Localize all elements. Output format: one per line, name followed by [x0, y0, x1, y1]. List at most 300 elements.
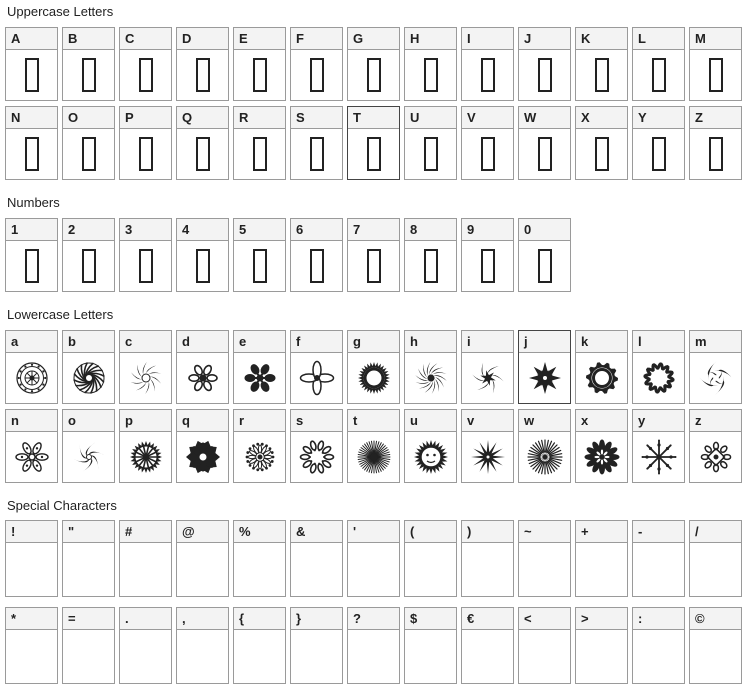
swirl-wheel-icon — [69, 358, 109, 398]
glyph-cell-numbers-6[interactable] — [347, 218, 400, 292]
glyph-cell-label: H — [405, 28, 456, 50]
glyph-cell-special-18[interactable] — [290, 607, 343, 684]
glyph-cell-label: S — [291, 107, 342, 129]
glyph-cell-label: F — [291, 28, 342, 50]
glyph-preview — [690, 630, 741, 683]
glyph-cell-lowercase-3[interactable] — [176, 330, 229, 404]
glyph-cell-lowercase-23[interactable] — [575, 409, 628, 483]
glyph-cell-uppercase-8[interactable] — [461, 27, 514, 101]
glyph-cell-label: $ — [405, 608, 456, 630]
glyph-preview — [462, 630, 513, 683]
spiked-mandala-icon — [126, 437, 166, 477]
glyph-cell-label: q — [177, 410, 228, 432]
glyph-cell-label: M — [690, 28, 741, 50]
glyph-preview — [234, 129, 285, 179]
glyph-preview — [177, 353, 228, 403]
glyph-cell-special-14[interactable] — [62, 607, 115, 684]
glyph-cell-label: i — [462, 331, 513, 353]
glyph-cell-label: J — [519, 28, 570, 50]
glyph-cell-uppercase-23[interactable] — [575, 106, 628, 180]
glyph-cell-label: * — [6, 608, 57, 630]
glyph-cell-label: U — [405, 107, 456, 129]
glyph-preview — [291, 50, 342, 100]
leaf-star-icon — [525, 358, 565, 398]
glyph-cell-uppercase-19[interactable] — [347, 106, 400, 180]
glyph-preview — [120, 50, 171, 100]
glyph-cell-label: X — [576, 107, 627, 129]
glyph-cell-label: s — [291, 410, 342, 432]
glyph-preview — [348, 432, 399, 482]
glyph-preview — [576, 50, 627, 100]
ring-mandala-icon — [12, 358, 52, 398]
missing-glyph-box — [652, 137, 666, 171]
glyph-cell-label: 4 — [177, 219, 228, 241]
glyph-cell-lowercase-1[interactable] — [62, 330, 115, 404]
glyph-cell-label: 8 — [405, 219, 456, 241]
glyph-preview — [177, 432, 228, 482]
glyph-cell-label: x — [576, 410, 627, 432]
glyph-cell-label: . — [120, 608, 171, 630]
glyph-cell-special-15[interactable] — [119, 607, 172, 684]
missing-glyph-box — [25, 249, 39, 283]
glyph-cell-label: 0 — [519, 219, 570, 241]
gear-ring-icon — [582, 358, 622, 398]
glyph-cell-label: 9 — [462, 219, 513, 241]
daisy-icon — [582, 437, 622, 477]
glyph-preview — [6, 129, 57, 179]
glyph-cell-lowercase-18[interactable] — [290, 409, 343, 483]
glyph-preview — [405, 432, 456, 482]
pinwheel-icon — [126, 358, 166, 398]
glyph-preview — [405, 241, 456, 291]
glyph-preview — [120, 432, 171, 482]
glyph-preview — [63, 129, 114, 179]
swirl-flower-icon — [411, 358, 451, 398]
triskelion-icon — [696, 358, 736, 398]
glyph-cell-special-24[interactable] — [632, 607, 685, 684]
missing-glyph-box — [481, 58, 495, 92]
glyph-cell-uppercase-16[interactable] — [176, 106, 229, 180]
starburst-icon — [525, 437, 565, 477]
glyph-preview — [519, 241, 570, 291]
glyph-cell-lowercase-25[interactable] — [689, 409, 742, 483]
glyph-cell-label: % — [234, 521, 285, 543]
glyph-cell-label: e — [234, 331, 285, 353]
missing-glyph-box — [367, 58, 381, 92]
glyph-cell-label: Z — [690, 107, 741, 129]
missing-glyph-box — [538, 137, 552, 171]
glyph-cell-numbers-5[interactable] — [290, 218, 343, 292]
glyph-cell-special-20[interactable] — [404, 607, 457, 684]
glyph-cell-label: = — [63, 608, 114, 630]
glyph-cell-special-1[interactable] — [62, 520, 115, 597]
glyph-preview — [462, 241, 513, 291]
glyph-preview — [291, 353, 342, 403]
glyph-cell-uppercase-12[interactable] — [689, 27, 742, 101]
diamond-lattice-icon — [696, 437, 736, 477]
glyph-preview — [120, 543, 171, 596]
glyph-cell-label: n — [6, 410, 57, 432]
glyph-preview — [6, 432, 57, 482]
glyph-preview — [63, 353, 114, 403]
glyph-cell-special-22[interactable] — [518, 607, 571, 684]
glyph-preview — [348, 543, 399, 596]
glyph-cell-lowercase-22[interactable] — [518, 409, 571, 483]
glyph-preview — [120, 353, 171, 403]
missing-glyph-box — [652, 58, 666, 92]
glyph-cell-uppercase-18[interactable] — [290, 106, 343, 180]
glyph-cell-lowercase-5[interactable] — [290, 330, 343, 404]
glyph-preview — [519, 129, 570, 179]
glyph-cell-label: G — [348, 28, 399, 50]
glyph-cell-numbers-3[interactable] — [176, 218, 229, 292]
glyph-preview — [234, 543, 285, 596]
missing-glyph-box — [139, 249, 153, 283]
glyph-preview — [120, 241, 171, 291]
glyph-preview — [519, 50, 570, 100]
glyph-cell-lowercase-8[interactable] — [461, 330, 514, 404]
glyph-cell-special-4[interactable] — [233, 520, 286, 597]
glyph-cell-numbers-8[interactable] — [461, 218, 514, 292]
glyph-cell-label: } — [291, 608, 342, 630]
glyph-preview — [405, 353, 456, 403]
glyph-preview — [690, 543, 741, 596]
glyph-cell-uppercase-13[interactable] — [5, 106, 58, 180]
glyph-preview — [120, 129, 171, 179]
glyph-cell-special-17[interactable] — [233, 607, 286, 684]
glyph-cell-label: D — [177, 28, 228, 50]
glyph-cell-label: W — [519, 107, 570, 129]
glyph-preview — [63, 432, 114, 482]
glyph-preview — [63, 241, 114, 291]
glyph-preview — [405, 50, 456, 100]
glyph-cell-lowercase-2[interactable] — [119, 330, 172, 404]
glyph-cell-special-3[interactable] — [176, 520, 229, 597]
glyph-cell-label: P — [120, 107, 171, 129]
glyph-cell-label: I — [462, 28, 513, 50]
missing-glyph-box — [538, 58, 552, 92]
glyph-cell-lowercase-24[interactable] — [632, 409, 685, 483]
glyph-preview — [291, 241, 342, 291]
glyph-cell-special-6[interactable] — [347, 520, 400, 597]
glyph-cell-label: 5 — [234, 219, 285, 241]
glyph-preview — [462, 432, 513, 482]
glyph-cell-special-5[interactable] — [290, 520, 343, 597]
glyph-cell-special-7[interactable] — [404, 520, 457, 597]
glyph-cell-uppercase-7[interactable] — [404, 27, 457, 101]
glyph-cell-lowercase-9[interactable] — [518, 330, 571, 404]
glyph-preview — [576, 630, 627, 683]
missing-glyph-box — [367, 137, 381, 171]
glyph-cell-label: ) — [462, 521, 513, 543]
glyph-cell-label: a — [6, 331, 57, 353]
section-title-numbers: Numbers — [7, 195, 60, 210]
glyph-preview — [63, 630, 114, 683]
glyph-cell-label: ( — [405, 521, 456, 543]
glyph-preview — [576, 432, 627, 482]
glyph-preview — [177, 543, 228, 596]
glyph-cell-special-11[interactable] — [632, 520, 685, 597]
glyph-cell-label: t — [348, 410, 399, 432]
flower-swirl-icon — [183, 358, 223, 398]
glyph-preview — [234, 630, 285, 683]
glyph-cell-uppercase-11[interactable] — [632, 27, 685, 101]
glyph-cell-lowercase-13[interactable] — [5, 409, 58, 483]
glyph-preview — [6, 543, 57, 596]
glyph-preview — [633, 129, 684, 179]
glyph-preview — [405, 543, 456, 596]
ellipse-petals-icon — [297, 358, 337, 398]
glyph-cell-label: Q — [177, 107, 228, 129]
glyph-cell-label: d — [177, 331, 228, 353]
glyph-cell-label: y — [633, 410, 684, 432]
glyph-cell-label: © — [690, 608, 741, 630]
glyph-cell-label: h — [405, 331, 456, 353]
glyph-preview — [234, 241, 285, 291]
missing-glyph-box — [310, 58, 324, 92]
glyph-cell-label: 2 — [63, 219, 114, 241]
glyph-cell-uppercase-2[interactable] — [119, 27, 172, 101]
glyph-cell-label: o — [63, 410, 114, 432]
glyph-preview — [690, 432, 741, 482]
glyph-cell-special-12[interactable] — [689, 520, 742, 597]
glyph-preview — [348, 630, 399, 683]
glyph-cell-special-13[interactable] — [5, 607, 58, 684]
glyph-cell-special-8[interactable] — [461, 520, 514, 597]
glyph-cell-special-16[interactable] — [176, 607, 229, 684]
glyph-cell-label: < — [519, 608, 570, 630]
glyph-preview — [690, 129, 741, 179]
glyph-cell-numbers-0[interactable] — [5, 218, 58, 292]
glyph-preview — [462, 353, 513, 403]
glyph-cell-label: m — [690, 331, 741, 353]
glyph-cell-label: @ — [177, 521, 228, 543]
missing-glyph-box — [253, 137, 267, 171]
snowflake-icon — [639, 437, 679, 477]
radial-sunburst-icon — [354, 437, 394, 477]
glyph-preview — [348, 129, 399, 179]
glyph-cell-uppercase-3[interactable] — [176, 27, 229, 101]
glyph-cell-uppercase-25[interactable] — [689, 106, 742, 180]
glyph-cell-special-23[interactable] — [575, 607, 628, 684]
glyph-cell-uppercase-10[interactable] — [575, 27, 628, 101]
glyph-preview — [462, 543, 513, 596]
glyph-cell-uppercase-14[interactable] — [62, 106, 115, 180]
glyph-cell-uppercase-22[interactable] — [518, 106, 571, 180]
glyph-preview — [405, 129, 456, 179]
glyph-cell-label: 6 — [291, 219, 342, 241]
glyph-preview — [576, 543, 627, 596]
glyph-preview — [462, 129, 513, 179]
glyph-cell-lowercase-10[interactable] — [575, 330, 628, 404]
glyph-cell-label: - — [633, 521, 684, 543]
hook-swirl-icon — [69, 437, 109, 477]
glyph-cell-label: R — [234, 107, 285, 129]
glyph-cell-label: z — [690, 410, 741, 432]
section-title-lowercase: Lowercase Letters — [7, 307, 114, 322]
missing-glyph-box — [25, 58, 39, 92]
glyph-preview — [690, 353, 741, 403]
glyph-cell-label: j — [519, 331, 570, 353]
glyph-cell-label: f — [291, 331, 342, 353]
glyph-cell-lowercase-6[interactable] — [347, 330, 400, 404]
glyph-cell-label: , — [177, 608, 228, 630]
glyph-cell-uppercase-15[interactable] — [119, 106, 172, 180]
glyph-preview — [234, 432, 285, 482]
missing-glyph-box — [253, 58, 267, 92]
missing-glyph-box — [709, 137, 723, 171]
glyph-cell-lowercase-19[interactable] — [347, 409, 400, 483]
glyph-cell-lowercase-21[interactable] — [461, 409, 514, 483]
glyph-cell-uppercase-17[interactable] — [233, 106, 286, 180]
glyph-preview — [633, 432, 684, 482]
glyph-cell-uppercase-4[interactable] — [233, 27, 286, 101]
glyph-cell-label: c — [120, 331, 171, 353]
glyph-preview — [177, 630, 228, 683]
glyph-cell-numbers-1[interactable] — [62, 218, 115, 292]
missing-glyph-box — [82, 249, 96, 283]
glyph-cell-label: p — [120, 410, 171, 432]
section-title-uppercase: Uppercase Letters — [7, 4, 114, 19]
glyph-cell-lowercase-0[interactable] — [5, 330, 58, 404]
missing-glyph-box — [595, 58, 609, 92]
glyph-cell-lowercase-11[interactable] — [632, 330, 685, 404]
glyph-preview — [348, 353, 399, 403]
glyph-cell-uppercase-9[interactable] — [518, 27, 571, 101]
glyph-preview — [633, 630, 684, 683]
glyph-preview — [633, 543, 684, 596]
wavy-ring-icon — [639, 358, 679, 398]
missing-glyph-box — [538, 249, 552, 283]
glyph-cell-numbers-7[interactable] — [404, 218, 457, 292]
glyph-preview — [177, 129, 228, 179]
petal-flower-icon — [12, 437, 52, 477]
glyph-cell-label: 1 — [6, 219, 57, 241]
glyph-preview — [6, 241, 57, 291]
glyph-cell-label: > — [576, 608, 627, 630]
glyph-cell-uppercase-24[interactable] — [632, 106, 685, 180]
glyph-cell-label: € — [462, 608, 513, 630]
glyph-preview — [519, 353, 570, 403]
glyph-cell-label: 7 — [348, 219, 399, 241]
missing-glyph-box — [595, 137, 609, 171]
missing-glyph-box — [196, 58, 210, 92]
missing-glyph-box — [82, 137, 96, 171]
glyph-cell-special-9[interactable] — [518, 520, 571, 597]
glyph-cell-label: ! — [6, 521, 57, 543]
glyph-preview — [462, 50, 513, 100]
section-title-special: Special Characters — [7, 498, 117, 513]
glyph-cell-lowercase-14[interactable] — [62, 409, 115, 483]
glyph-cell-uppercase-0[interactable] — [5, 27, 58, 101]
glyph-cell-label: V — [462, 107, 513, 129]
missing-glyph-box — [367, 249, 381, 283]
glyph-cell-label: ~ — [519, 521, 570, 543]
missing-glyph-box — [310, 137, 324, 171]
glyph-cell-special-19[interactable] — [347, 607, 400, 684]
glyph-cell-label: / — [690, 521, 741, 543]
glyph-cell-label: : — [633, 608, 684, 630]
glyph-cell-label: B — [63, 28, 114, 50]
glyph-preview — [519, 630, 570, 683]
glyph-preview — [177, 241, 228, 291]
glyph-cell-label: K — [576, 28, 627, 50]
glyph-cell-label: w — [519, 410, 570, 432]
glyph-preview — [519, 432, 570, 482]
glyph-cell-special-2[interactable] — [119, 520, 172, 597]
dotted-mandala-icon — [240, 437, 280, 477]
glyph-cell-numbers-9[interactable] — [518, 218, 571, 292]
glyph-cell-label: " — [63, 521, 114, 543]
glyph-cell-uppercase-21[interactable] — [461, 106, 514, 180]
glyph-cell-label: & — [291, 521, 342, 543]
glyph-cell-numbers-4[interactable] — [233, 218, 286, 292]
missing-glyph-box — [139, 58, 153, 92]
glyph-cell-lowercase-7[interactable] — [404, 330, 457, 404]
glyph-cell-uppercase-5[interactable] — [290, 27, 343, 101]
missing-glyph-box — [481, 137, 495, 171]
glyph-cell-label: b — [63, 331, 114, 353]
glyph-cell-lowercase-12[interactable] — [689, 330, 742, 404]
glyph-cell-lowercase-17[interactable] — [233, 409, 286, 483]
glyph-preview — [291, 630, 342, 683]
glyph-cell-label: v — [462, 410, 513, 432]
glyph-cell-lowercase-4[interactable] — [233, 330, 286, 404]
missing-glyph-box — [424, 137, 438, 171]
missing-glyph-box — [196, 249, 210, 283]
glyph-cell-label: T — [348, 107, 399, 129]
missing-glyph-box — [424, 249, 438, 283]
glyph-preview — [177, 50, 228, 100]
glyph-preview — [576, 353, 627, 403]
glyph-cell-special-25[interactable] — [689, 607, 742, 684]
glyph-cell-special-10[interactable] — [575, 520, 628, 597]
missing-glyph-box — [709, 58, 723, 92]
glyph-cell-label: E — [234, 28, 285, 50]
glyph-cell-label: A — [6, 28, 57, 50]
glyph-cell-lowercase-16[interactable] — [176, 409, 229, 483]
glyph-preview — [63, 50, 114, 100]
glyph-preview — [633, 50, 684, 100]
missing-glyph-box — [139, 137, 153, 171]
glyph-preview — [234, 50, 285, 100]
glyph-cell-uppercase-6[interactable] — [347, 27, 400, 101]
glyph-preview — [291, 432, 342, 482]
glyph-cell-uppercase-20[interactable] — [404, 106, 457, 180]
glyph-cell-lowercase-20[interactable] — [404, 409, 457, 483]
glyph-preview — [576, 129, 627, 179]
glyph-preview — [63, 543, 114, 596]
glyph-cell-special-0[interactable] — [5, 520, 58, 597]
glyph-cell-uppercase-1[interactable] — [62, 27, 115, 101]
glyph-cell-numbers-2[interactable] — [119, 218, 172, 292]
glyph-preview — [120, 630, 171, 683]
missing-glyph-box — [481, 249, 495, 283]
glyph-cell-lowercase-15[interactable] — [119, 409, 172, 483]
sunburst-ring-icon — [354, 358, 394, 398]
glyph-cell-label: r — [234, 410, 285, 432]
glyph-cell-label: ' — [348, 521, 399, 543]
star-swirl-icon — [468, 358, 508, 398]
missing-glyph-box — [310, 249, 324, 283]
glyph-cell-special-21[interactable] — [461, 607, 514, 684]
missing-glyph-box — [25, 137, 39, 171]
glyph-cell-label: l — [633, 331, 684, 353]
glyph-preview — [405, 630, 456, 683]
missing-glyph-box — [196, 137, 210, 171]
glyph-preview — [348, 241, 399, 291]
glyph-preview — [690, 50, 741, 100]
